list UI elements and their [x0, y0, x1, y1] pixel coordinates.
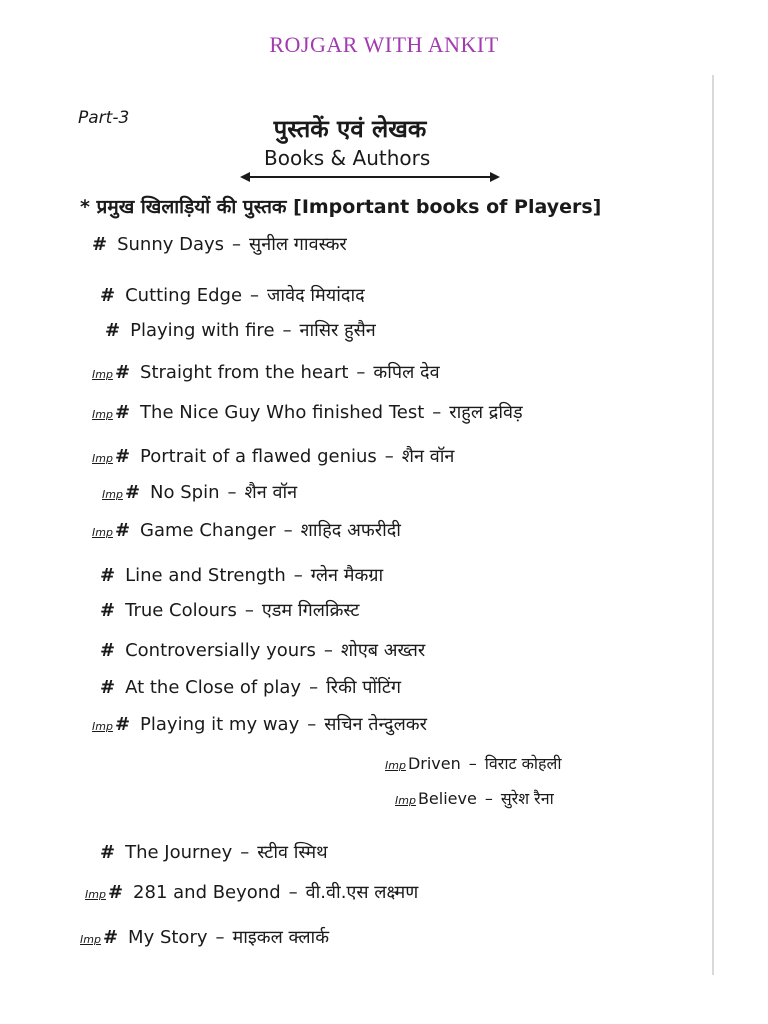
- book-title: Playing it my way: [140, 714, 300, 735]
- book-title: Straight from the heart: [140, 362, 349, 383]
- book-title: Playing with fire: [130, 320, 275, 341]
- list-item: [80, 925, 329, 949]
- separator-dash: –: [244, 600, 254, 621]
- book-title: My Story: [128, 927, 208, 948]
- imp-marker: Imp: [92, 452, 113, 465]
- book-author: राहुल द्रविड़: [449, 402, 523, 423]
- bullet-hash-icon: #: [100, 677, 116, 698]
- list-item: [85, 880, 418, 904]
- book-author: वी.वी.एस लक्ष्मण: [305, 882, 419, 903]
- list-item: [92, 444, 454, 468]
- list-item: [100, 638, 425, 662]
- list-item: [92, 712, 427, 736]
- book-author: सचिन तेन्दुलकर: [324, 714, 427, 735]
- book-title: Cutting Edge: [125, 285, 243, 306]
- book-title: Line and Strength: [125, 565, 286, 586]
- book-title: 281 and Beyond: [133, 882, 281, 903]
- list-item: [100, 840, 328, 864]
- separator-dash: –: [323, 640, 333, 661]
- book-author: सुरेश रैना: [500, 789, 554, 808]
- list-item: [92, 400, 523, 424]
- imp-marker: Imp: [395, 794, 416, 807]
- bullet-hash-icon: #: [107, 882, 124, 903]
- page-margin-line: [712, 75, 714, 975]
- separator-dash: –: [232, 234, 242, 255]
- separator-dash: –: [309, 677, 319, 698]
- book-title: Driven: [407, 754, 461, 773]
- separator-dash: –: [307, 714, 317, 735]
- book-author: नासिर हुसैन: [299, 320, 376, 341]
- book-title: The Nice Guy Who finished Test: [140, 402, 425, 423]
- imp-marker: Imp: [102, 488, 123, 501]
- book-title: Game Changer: [140, 520, 276, 541]
- book-title: Portrait of a flawed genius: [140, 446, 377, 467]
- book-author: ग्लेन मैकग्रा: [310, 565, 384, 586]
- book-title: Sunny Days: [117, 234, 225, 255]
- separator-dash: –: [227, 482, 237, 503]
- book-author: शाहिद अफरीदी: [300, 520, 401, 541]
- page-title-english: Books & Authors: [264, 146, 431, 170]
- book-title: Believe: [417, 789, 477, 808]
- imp-marker: Imp: [92, 720, 113, 733]
- part-label: Part-3: [78, 108, 130, 128]
- book-title: Controversially yours: [125, 640, 316, 661]
- separator-dash: –: [288, 882, 298, 903]
- page-header-title: ROJGAR WITH ANKIT: [269, 32, 499, 57]
- list-item: [100, 563, 383, 587]
- imp-marker: Imp: [80, 933, 101, 946]
- book-title: True Colours: [125, 600, 237, 621]
- book-author: स्टीव स्मिथ: [257, 842, 328, 863]
- list-item: [102, 480, 297, 504]
- bullet-hash-icon: #: [114, 446, 131, 467]
- separator-dash: –: [432, 402, 442, 423]
- bullet-hash-icon: #: [105, 320, 121, 341]
- list-item: [100, 598, 359, 622]
- separator-dash: –: [356, 362, 366, 383]
- separator-dash: –: [240, 842, 250, 863]
- bullet-hash-icon: #: [100, 565, 116, 586]
- bullet-hash-icon: #: [100, 842, 116, 863]
- list-item: [92, 360, 440, 384]
- book-author: कपिल देव: [373, 362, 440, 383]
- book-author: शैन वॉन: [244, 482, 298, 503]
- bullet-hash-icon: #: [124, 482, 141, 503]
- separator-dash: –: [384, 446, 394, 467]
- book-title: The Journey: [125, 842, 233, 863]
- list-item: [100, 675, 401, 699]
- bullet-hash-icon: #: [114, 714, 131, 735]
- imp-marker: Imp: [92, 526, 113, 539]
- page-title-hindi: पुस्तकें एवं लेखक: [273, 115, 427, 143]
- bullet-hash-icon: #: [92, 234, 108, 255]
- book-author: सुनील गावस्कर: [249, 234, 347, 255]
- book-author: विराट कोहली: [484, 754, 562, 773]
- bullet-hash-icon: #: [114, 520, 131, 541]
- list-item: [92, 232, 347, 256]
- imp-marker: Imp: [92, 368, 113, 381]
- book-author: जावेद मियांदाद: [267, 285, 365, 306]
- separator-dash: –: [283, 520, 293, 541]
- section-heading: * प्रमुख खिलाड़ियों की पुस्तक [Important books of Players]: [80, 196, 602, 218]
- list-item: [100, 283, 365, 307]
- separator-dash: –: [250, 285, 260, 306]
- book-author: माइकल क्लार्क: [232, 927, 330, 948]
- bullet-hash-icon: #: [114, 362, 131, 383]
- separator-dash: –: [215, 927, 225, 948]
- bullet-hash-icon: #: [100, 285, 116, 306]
- book-title: At the Close of play: [125, 677, 302, 698]
- book-author: एडम गिलक्रिस्ट: [261, 600, 360, 621]
- imp-marker: Imp: [85, 888, 106, 901]
- bullet-hash-icon: #: [114, 402, 131, 423]
- book-author: शैन वॉन: [401, 446, 455, 467]
- separator-dash: –: [282, 320, 292, 341]
- book-author: शोएब अख्तर: [340, 640, 426, 661]
- book-title: No Spin: [150, 482, 220, 503]
- book-author: रिकी पोंटिंग: [326, 677, 402, 698]
- list-item: [385, 752, 562, 774]
- list-item: [92, 518, 401, 542]
- list-item: [105, 318, 376, 342]
- separator-dash: –: [468, 754, 477, 773]
- separator-dash: –: [293, 565, 303, 586]
- double-arrow-icon: [240, 170, 500, 184]
- imp-marker: Imp: [385, 759, 406, 772]
- bullet-hash-icon: #: [100, 600, 116, 621]
- imp-marker: Imp: [92, 408, 113, 421]
- bullet-hash-icon: #: [102, 927, 119, 948]
- bullet-hash-icon: #: [100, 640, 116, 661]
- separator-dash: –: [484, 789, 493, 808]
- list-item: [395, 787, 554, 809]
